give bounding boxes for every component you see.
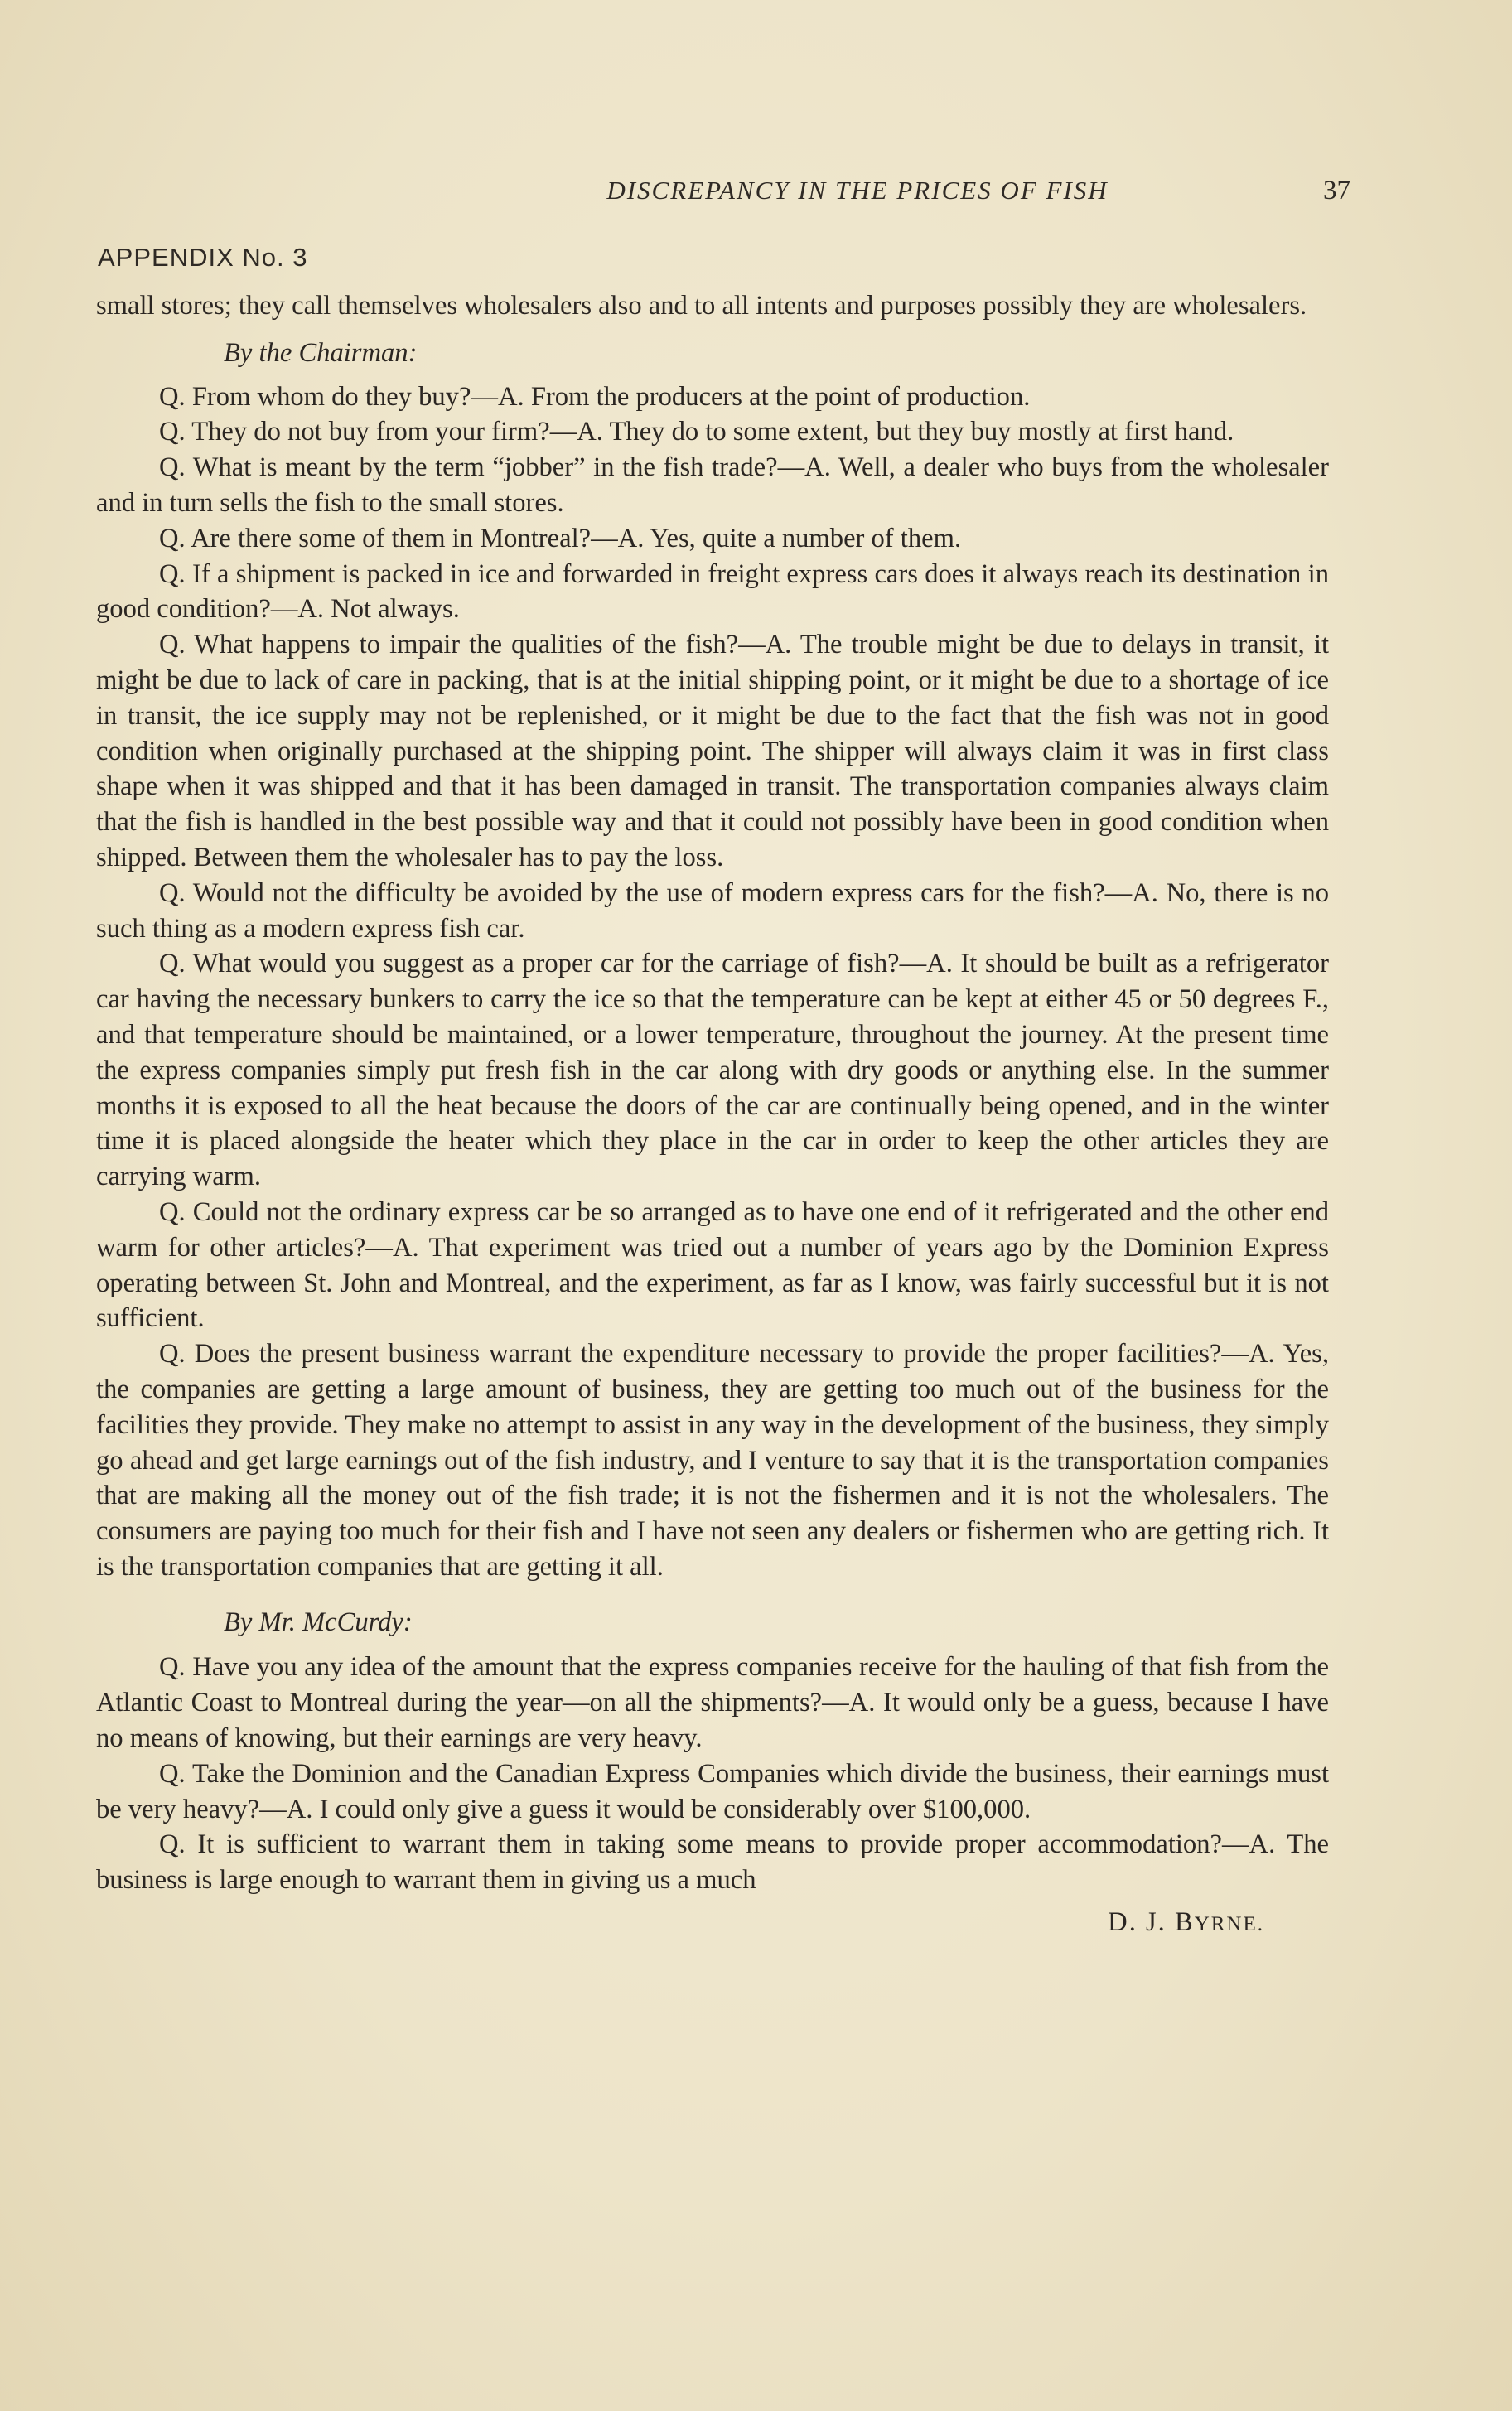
paragraph: Q. They do not buy from your firm?—A. They do to some extent, but they buy mostly at first hand.: [159, 417, 1234, 447]
paragraph: Q. What is meant by the term “jobber” in the fish trade?—A. Well, a dealer who buys from the wholesaler and in turn sells the fish to the small stores.: [96, 452, 1329, 518]
paragraph: Q. What happens to impair the qualities of the fish?—A. The trouble might be due to delays in transit, it might be due to lack of care in packing, that is at the initial shipping point, or it might be due to a shortage of ice in transit, the ice supply may not be replenished, or it might be due to the fact that the fish was not in good condition when originally purchased at the shipping point. The shipper will always claim it was in first class shape when it was shipped and that it has been damaged in transit. The transportation companies always claim that the fish is handled in the best possible way and that it could not possibly have been in good condition when shipped. Between them the wholesaler has to pay the loss.: [96, 630, 1329, 872]
paragraph: Q. Take the Dominion and the Canadian Express Companies which divide the business, their earnings must be very heavy?—A. I could only give a guess it would be considerably over $100,000.: [96, 1758, 1329, 1824]
paragraph: Q. It is sufficient to warrant them in taking some means to provide proper accommodation?—A. The business is large enough to warrant them in giving us a much: [96, 1829, 1329, 1896]
page-number: 37: [1323, 176, 1350, 205]
signature-surname: YRNE.: [1194, 1913, 1264, 1936]
signature-initials: D. J. B: [1108, 1907, 1195, 1938]
paragraph: Q. Could not the ordinary express car be so arranged as to have one end of it refrigerated and the other end warm for other articles?—A. That experiment was tried out a number of years ago by the Dominion Express operating between St. John and Montreal, and the experiment, as far as I know, was fairly successful but it is not sufficient.: [96, 1196, 1329, 1334]
body-text: [96, 288, 1329, 1943]
speaker-heading: By Mr. McCurdy:: [224, 1607, 413, 1637]
paragraph: Q. Would not the difficulty be avoided by the use of modern express cars for the fish?—A. No, there is no such thing as a modern express fish car.: [96, 877, 1329, 944]
paragraph: Q. Have you any idea of the amount that the express companies receive for the hauling of that fish from the Atlantic Coast to Montreal during the year—on all the shipments?—A. It would only be a guess, because I have no means of knowing, but their earnings are very heavy.: [96, 1652, 1329, 1754]
signature: [96, 1905, 1329, 1943]
paragraph: Q. If a shipment is packed in ice and forwarded in freight express cars does it always reach its destination in good condition?—A. Not always.: [96, 558, 1329, 625]
paragraph: Q. Are there some of them in Montreal?—A. Yes, quite a number of them.: [159, 523, 962, 553]
paragraph: Q. From whom do they buy?—A. From the producers at the point of production.: [159, 381, 1031, 412]
running-title: DISCREPANCY IN THE PRICES OF FISH: [606, 176, 1109, 205]
paragraph: small stores; they call themselves wholesalers also and to all intents and purposes possibly they are wholesalers.: [96, 291, 1307, 321]
paragraph: Q. What would you suggest as a proper car for the carriage of fish?—A. It should be built as a refrigerator car having the necessary bunkers to carry the ice so that the temperature can be kept at either 45 or 50 degrees F., and that temperature should be maintained, or a lower temperature, throughout the journey. At the present time the express companies simply put fresh fish in the car along with dry goods or anything else. In the summer months it is exposed to all the heat because the doors of the car are continually being opened, and in the winter time it is placed alongside the heater which they place in the car in order to keep the other articles they are carrying warm.: [96, 949, 1329, 1192]
speaker-heading: By the Chairman:: [224, 337, 418, 368]
paragraph: Q. Does the present business warrant the expenditure necessary to provide the proper facilities?—A. Yes, the companies are getting a large amount of business, they are getting too much out of the business for the facilities they provide. They make no attempt to assist in any way in the development of the business, they simply go ahead and get large earnings out of the fish industry, and I venture to say that it is the transportation companies that are making all the money out of the fish trade; it is not the fishermen and it is not the wholesalers. The consumers are paying too much for their fish and I have not seen any dealers or fishermen who are getting rich. It is the transportation companies that are getting it all.: [96, 1339, 1329, 1582]
appendix-label: APPENDIX No. 3: [98, 243, 308, 272]
